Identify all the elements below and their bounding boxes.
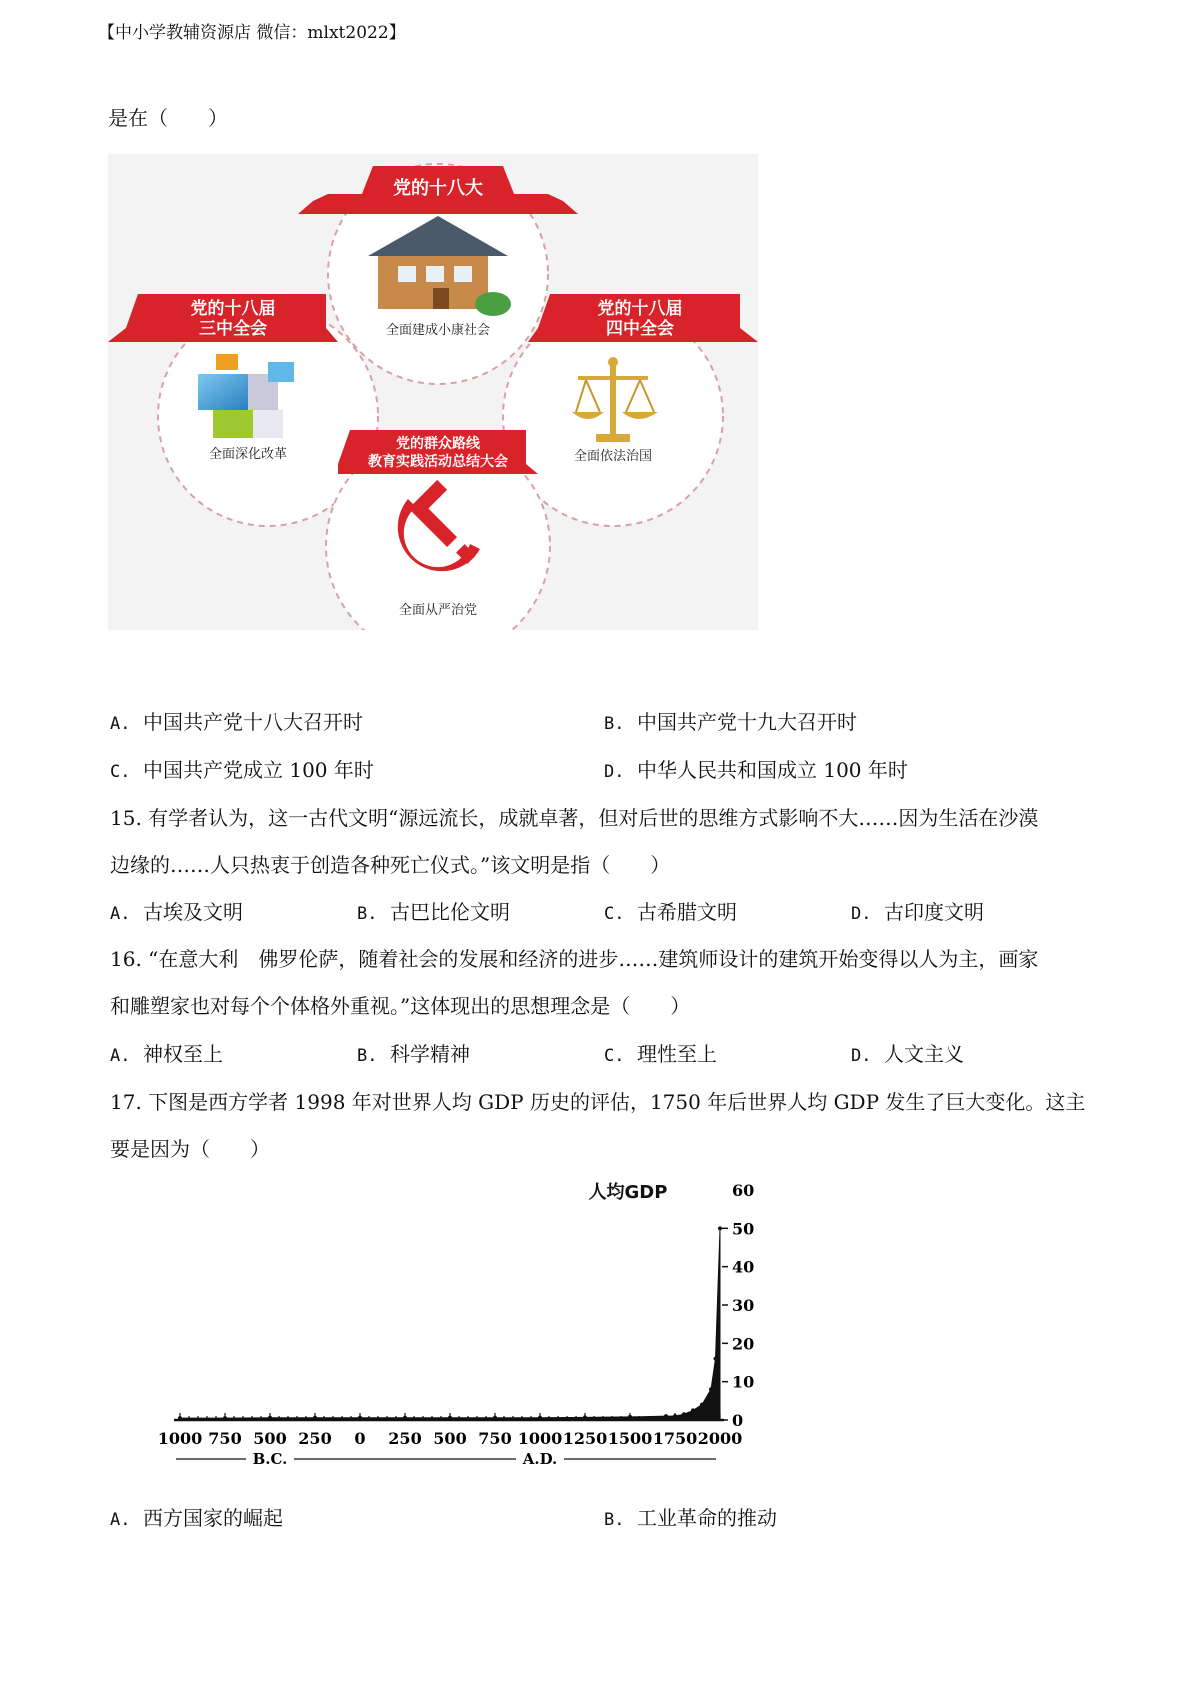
x-tick-label: 500 [433, 1429, 467, 1448]
q15-options [110, 896, 1010, 924]
x-tick-label: 750 [208, 1429, 242, 1448]
gdp-chart [150, 1170, 770, 1480]
left-caption: 全面深化改革 [208, 447, 288, 462]
y-tick-label: 30 [732, 1296, 755, 1315]
q17-line-2: 要是因为（ ） [110, 1137, 270, 1161]
data-point [718, 1226, 722, 1230]
data-point [448, 1416, 452, 1420]
q14-option-c[interactable]: C. 中国共产党成立 100 年时 [110, 758, 374, 782]
q14-figure-svg [108, 154, 758, 630]
left-banner-line1: 党的十八届 [190, 299, 276, 319]
data-point [538, 1416, 542, 1420]
data-point [682, 1412, 686, 1416]
q14-stem-tail: 是在（ ） [108, 106, 228, 130]
q14-options-row-1 [110, 706, 1010, 734]
q16-line-1: 16. “在意大利 佛罗伦萨，随着社会的发展和经济的进步……建筑师设计的建筑开始变得以人为主，画家 [110, 947, 1039, 971]
q15-line-1: 15. 有学者认为，这一古代文明“源远流长，成就卓著，但对后世的思维方式影响不大……因为生活在沙漠 [110, 806, 1039, 830]
q17-line-1: 17. 下图是西方学者 1998 年对世界人均 GDP 历史的评估，1750 年后世界人均 GDP 发生了巨大变化。这主 [110, 1090, 1086, 1114]
q14-figure [108, 154, 758, 630]
data-point [700, 1403, 704, 1407]
data-point [403, 1416, 407, 1420]
q15-option-a[interactable]: A. 古埃及文明 [110, 900, 243, 924]
y-axis-label: 人均GDP [588, 1182, 668, 1203]
data-point [493, 1416, 497, 1420]
top-caption: 全面建成小康社会 [385, 323, 491, 338]
left-banner-line2: 三中全会 [199, 319, 267, 339]
right-banner-line1: 党的十八届 [597, 299, 683, 319]
y-axis-ticks [722, 1181, 754, 1430]
era-label: B.C. [252, 1450, 288, 1468]
data-point [223, 1416, 227, 1420]
x-tick-label: 1750 [652, 1429, 698, 1448]
bottom-banner-line1: 党的群众路线 [396, 436, 480, 452]
right-caption: 全面依法治国 [573, 449, 653, 464]
q15-option-d[interactable]: D. 古印度文明 [851, 900, 984, 924]
data-point [313, 1416, 317, 1420]
x-tick-label: 750 [478, 1429, 512, 1448]
y-tick-label: 40 [732, 1257, 755, 1277]
x-tick-label: 1500 [607, 1429, 653, 1448]
x-tick-label: 1250 [562, 1429, 608, 1448]
q16-line-2: 和雕塑家也对每个个体格外重视。”这体现出的思想理念是（ ） [110, 994, 691, 1018]
gdp-data-points [178, 1226, 722, 1420]
gdp-chart-svg [150, 1170, 770, 1480]
era-label: A.D. [522, 1450, 558, 1468]
y-tick-label: 20 [732, 1334, 755, 1354]
q16-option-b[interactable]: B. 科学精神 [357, 1042, 470, 1066]
q16-option-d[interactable]: D. 人文主义 [851, 1042, 964, 1066]
data-point [628, 1415, 632, 1419]
q15-line-2: 边缘的……人只热衷于创造各种死亡仪式。”该文明是指（ ） [110, 853, 671, 877]
era-labels [176, 1448, 716, 1468]
y-tick-label: 50 [732, 1219, 755, 1239]
y-tick-label: 60 [732, 1181, 755, 1200]
data-point [583, 1415, 587, 1419]
q16-option-a[interactable]: A. 神权至上 [110, 1042, 223, 1066]
x-tick-label: 1000 [157, 1429, 203, 1448]
q17-options [110, 1502, 1010, 1530]
q17-option-b[interactable]: B. 工业革命的推动 [604, 1506, 777, 1530]
q16-options [110, 1038, 1010, 1066]
y-tick-label: 10 [732, 1372, 755, 1392]
q17-option-a[interactable]: A. 西方国家的崛起 [110, 1506, 283, 1530]
data-point [673, 1414, 677, 1418]
q14-option-d[interactable]: D. 中华人民共和国成立 100 年时 [604, 758, 908, 782]
data-point [268, 1416, 272, 1420]
data-point [709, 1387, 713, 1391]
data-point [714, 1357, 718, 1361]
q15-option-c[interactable]: C. 古希腊文明 [604, 900, 737, 924]
y-tick-label: 0 [732, 1411, 744, 1430]
right-banner-line2: 四中全会 [606, 319, 674, 339]
q14-option-a[interactable]: A. 中国共产党十八大召开时 [110, 710, 363, 734]
data-point [178, 1416, 182, 1420]
gdp-area-series [180, 1228, 720, 1420]
x-tick-label: 2000 [697, 1429, 743, 1448]
data-point [691, 1408, 695, 1412]
x-tick-label: 250 [388, 1429, 422, 1448]
x-tick-label: 250 [298, 1429, 332, 1448]
data-point [664, 1414, 668, 1418]
data-point [358, 1416, 362, 1420]
top-banner-text: 党的十八大 [393, 178, 483, 199]
header-note: 【中小学教辅资源店 微信：mlxt2022】 [98, 23, 406, 43]
bottom-banner-line2: 教育实践活动总结大会 [368, 454, 508, 470]
x-tick-label: 0 [354, 1429, 366, 1448]
bottom-caption: 全面从严治党 [398, 603, 478, 618]
q14-options-row-2 [110, 754, 1010, 782]
q14-option-b[interactable]: B. 中国共产党十九大召开时 [604, 710, 857, 734]
x-tick-label: 500 [253, 1429, 287, 1448]
x-tick-label: 1000 [517, 1429, 563, 1448]
q15-option-b[interactable]: B. 古巴比伦文明 [357, 900, 510, 924]
q16-option-c[interactable]: C. 理性至上 [604, 1042, 717, 1066]
